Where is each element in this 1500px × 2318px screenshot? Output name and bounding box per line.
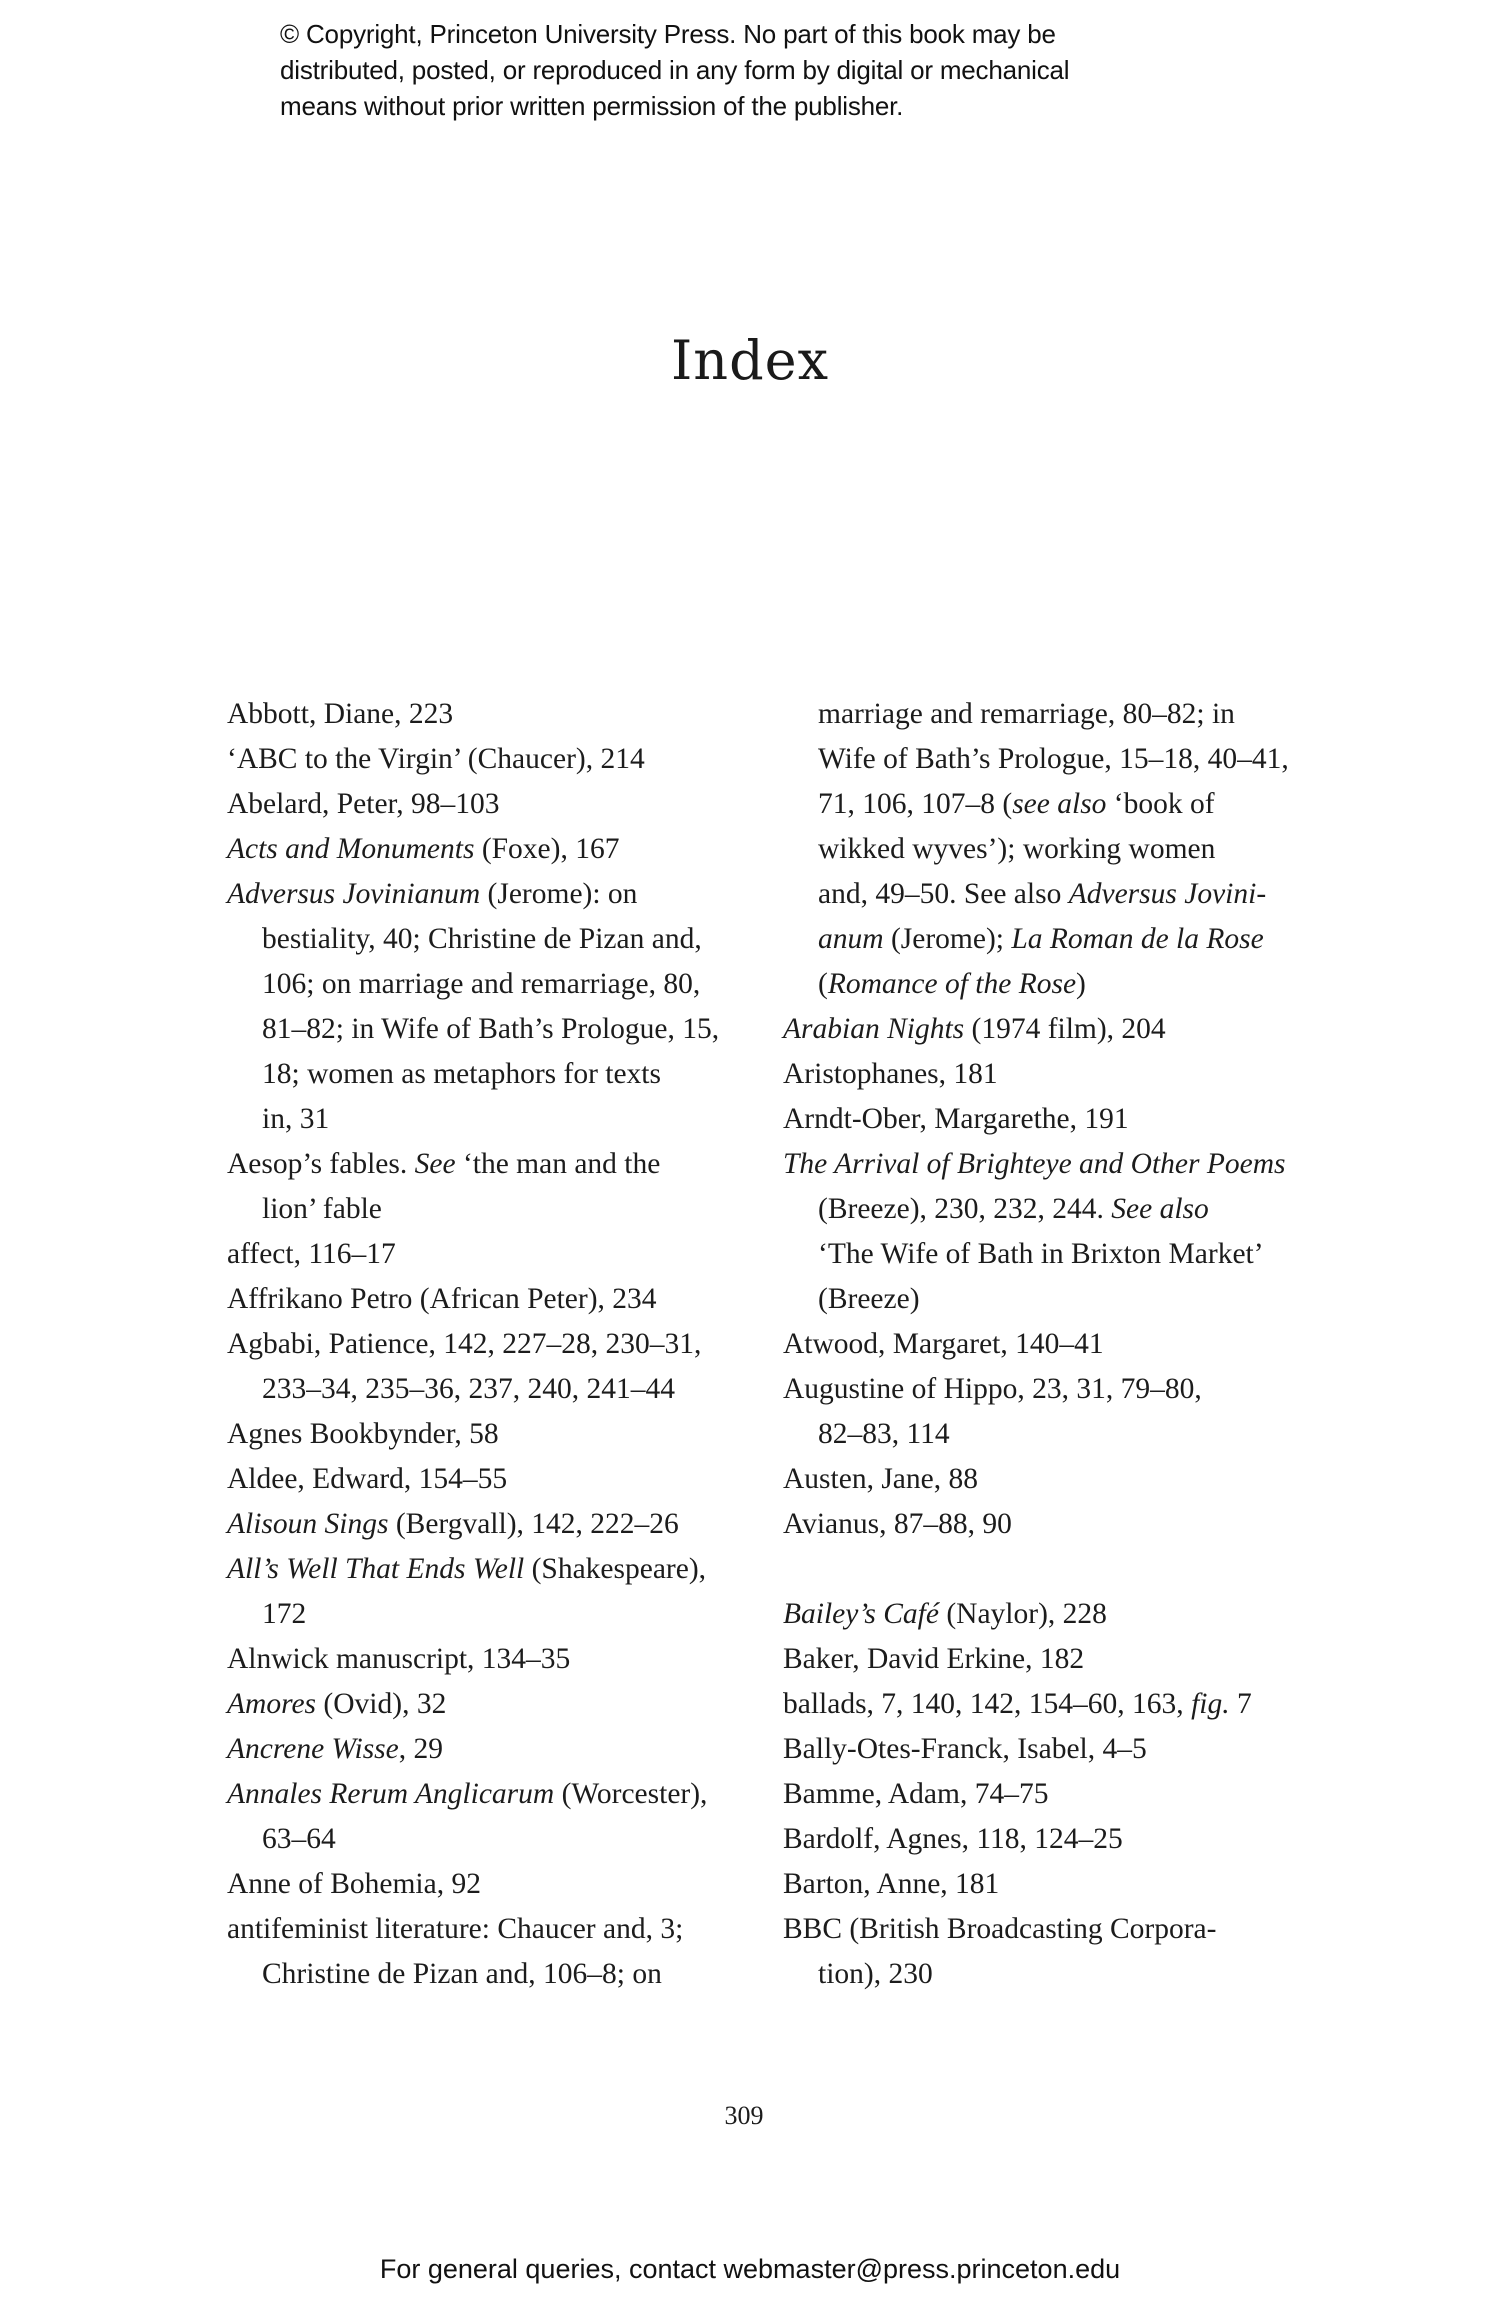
index-entry [783,1637,1303,1682]
copyright-notice [280,16,1240,124]
index-entry-text: bestiality, 40; Christine de Pizan and, [262,923,702,955]
index-entry-text: Alnwick manuscript, 134–35 [227,1643,571,1675]
index-entry-text: Bally-Otes-Franck, Isabel, 4–5 [783,1733,1147,1765]
index-entry-text: Agnes Bookbynder, 58 [227,1418,499,1450]
index-entry-text: BBC (British Broadcasting Corpora- [783,1913,1217,1945]
index-entry-title-text: Acts and Monuments [227,833,475,865]
index-entry-text: (Jerome): on [480,878,638,910]
index-entry-continuation [227,1817,747,1862]
index-entry-text: antifeminist literature: Chaucer and, 3; [227,1913,684,1945]
index-entry [227,1232,747,1277]
index-entry-continuation [227,1367,747,1412]
index-entry-text: Bamme, Adam, 74–75 [783,1778,1049,1810]
index-entry-continuation [227,1097,747,1142]
index-entry-text: Augustine of Hippo, 23, 31, 79–80, [783,1373,1202,1405]
index-entry-text: 81–82; in Wife of Bath’s Prologue, 15, [262,1013,720,1045]
index-entry-text: ‘ABC to the Virgin’ (Chaucer), 214 [227,743,645,775]
index-entry-title-text: fig. [1191,1688,1230,1720]
page-number: 309 [724,2101,764,2130]
index-entry-text: ) [1076,968,1086,1000]
index-entry [783,1907,1303,1952]
index-entry [783,1592,1303,1637]
index-entry-text: 63–64 [262,1823,336,1855]
index-entry-continuation [783,1277,1303,1322]
index-entry-title-text: Adversus Jovini- [1068,878,1267,910]
index-entry [783,1367,1303,1412]
index-entry-text: Aesop’s fables. [227,1148,415,1180]
index-entry-text: 7 [1229,1688,1252,1720]
index-entry-text: Abbott, Diane, 223 [227,698,454,730]
index-entry-title-text: Adversus Jovinianum [227,878,481,910]
index-entry [783,1502,1303,1547]
index-entry-continuation [227,1007,747,1052]
index-entry-text: 82–83, 114 [818,1418,950,1450]
index-entry-continuation [227,962,747,1007]
index-entry-text: lion’ fable [262,1193,382,1225]
index-entry [783,1007,1303,1052]
index-entry-text: (Worcester), [554,1778,708,1810]
index-entry-text: Anne of Bohemia, 92 [227,1868,481,1900]
index-entry-title-text: Amores [227,1688,317,1720]
index-entry [227,1412,747,1457]
index-entry-text: Christine de Pizan and, 106–8; on [262,1958,662,1990]
index-entry [227,1322,747,1367]
index-entry [783,1772,1303,1817]
index-entry [783,1727,1303,1772]
index-entry-title-text: Annales Rerum Anglicarum [227,1778,555,1810]
index-entry-continuation [227,917,747,962]
index-entry-text: 172 [262,1598,307,1630]
index-entry-continuation [783,1952,1303,1997]
index-entry-text: Bardolf, Agnes, 118, 124–25 [783,1823,1123,1855]
index-entry-text: (Breeze), 230, 232, 244. [818,1193,1112,1225]
index-entry-continuation [227,1052,747,1097]
index-entry-title-text: Bailey’s Café [783,1598,939,1630]
index-entry [227,1502,747,1547]
index-entry [783,1682,1303,1727]
index-entry [227,872,747,917]
index-entry [227,1727,747,1772]
index-entry-title-text: See also [1111,1193,1209,1225]
index-entry-text: 71, 106, 107–8 ( [818,788,1013,820]
index-entry-continuation [227,1187,747,1232]
index-entry [227,692,747,737]
index-entry [227,1907,747,1952]
index-entry-continuation [227,1592,747,1637]
index-entry [227,1862,747,1907]
index-entry-text: wikked wyves’); working women [818,833,1216,865]
index-entry [227,1547,747,1592]
copyright-line: distributed, posted, or reproduced in any form by digital or mechanical [280,55,1070,85]
index-entry [227,1142,747,1187]
index-entry-continuation [783,872,1303,917]
index-entry-title-text: Ancrene Wisse [227,1733,399,1765]
index-entry-text: (Ovid), 32 [316,1688,447,1720]
index-entry [783,1142,1303,1187]
index-entry-continuation [783,692,1303,737]
index-entry-text: ‘the man and the [455,1148,661,1180]
index-entry-continuation [783,782,1303,827]
index-entry-title-text: La Roman de la Rose [1011,923,1264,955]
index-entry-title-text: All’s Well That Ends Well [227,1553,525,1585]
index-column-left [227,692,747,1997]
index-entry [783,1322,1303,1367]
index-entry [227,782,747,827]
index-entry-continuation [783,962,1303,1007]
index-entry-text: in, 31 [262,1103,330,1135]
index-entry [783,1457,1303,1502]
index-entry-title-text: anum [818,923,884,955]
index-entry-text: Affrikano Petro (African Peter), 234 [227,1283,657,1315]
index-entry-text: (Shakespeare), [524,1553,707,1585]
index-entry-text: ‘The Wife of Bath in Brixton Market’ [818,1238,1264,1270]
index-entry-text: affect, 116–17 [227,1238,396,1270]
index-entry-text: 18; women as metaphors for texts [262,1058,661,1090]
index-entry-text: Arndt-Ober, Margarethe, 191 [783,1103,1129,1135]
contact-footer: For general queries, contact webmaster@press.princeton.edu [379,2254,1121,2284]
index-entry [227,737,747,782]
index-entry-text: Aristophanes, 181 [783,1058,998,1090]
index-entry-continuation [783,917,1303,962]
index-entry-text: Austen, Jane, 88 [783,1463,978,1495]
index-entry-title-text: Arabian Nights [783,1013,965,1045]
index-entry-text: (Naylor), 228 [938,1598,1107,1630]
index-entry-text: Aldee, Edward, 154–55 [227,1463,508,1495]
index-entry [227,1277,747,1322]
copyright-line: © Copyright, Princeton University Press. No part of this book may be [280,19,1056,49]
index-entry [783,1817,1303,1862]
index-entry-title-text: see also [1012,788,1107,820]
index-entry [227,827,747,872]
index-entry-continuation [783,1232,1303,1277]
index-entry [227,1682,747,1727]
index-column-right [783,692,1303,1997]
index-entry-text: (Jerome); [883,923,1012,955]
index-entry-text: ( [818,968,828,1000]
index-entry-continuation [783,737,1303,782]
index-entry-text: Avianus, 87–88, 90 [783,1508,1012,1540]
index-entry-text: Atwood, Margaret, 140–41 [783,1328,1104,1360]
index-entry-text: ballads, 7, 140, 142, 154–60, 163, [783,1688,1192,1720]
index-entry-text: 106; on marriage and remarriage, 80, [262,968,701,1000]
index-entry-text: Baker, David Erkine, 182 [783,1643,1085,1675]
index-entry-title-text: Romance of the Rose [827,968,1077,1000]
index-entry-text: (Bergvall), 142, 222–26 [388,1508,679,1540]
index-entry [783,1547,1303,1592]
index-entry-text: (1974 film), 204 [964,1013,1166,1045]
index-entry-continuation [227,1952,747,1997]
index-entry-text: ‘book of [1106,788,1215,820]
index-entry-text: (Breeze) [818,1283,920,1315]
page-title: Index [670,329,830,392]
index-entry [783,1052,1303,1097]
index-entry [227,1772,747,1817]
index-entry-continuation [783,1187,1303,1232]
index-entry-title-text: Alisoun Sings [227,1508,389,1540]
index-entry-text: (Foxe), 167 [474,833,620,865]
index-entry [783,1862,1303,1907]
index-entry-text: Barton, Anne, 181 [783,1868,1000,1900]
index-entry-continuation [783,827,1303,872]
index-entry-title-text: See [414,1148,456,1180]
index-entry-text: tion), 230 [818,1958,933,1990]
index-entry-text: marriage and remarriage, 80–82; in [818,698,1235,730]
index-entry [227,1457,747,1502]
index-entry-title-text: The Arrival of Brighteye and Other Poems [783,1148,1286,1180]
index-entry-text: 233–34, 235–36, 237, 240, 241–44 [262,1373,675,1405]
index-entry-text: Abelard, Peter, 98–103 [227,788,500,820]
index-entry-text: , 29 [398,1733,444,1765]
copyright-line: means without prior written permission of the publisher. [280,91,904,121]
index-entry-text: Wife of Bath’s Prologue, 15–18, 40–41, [818,743,1289,775]
index-entry-text: Agbabi, Patience, 142, 227–28, 230–31, [227,1328,702,1360]
index-entry [783,1097,1303,1142]
index-entry [227,1637,747,1682]
index-entry-continuation [783,1412,1303,1457]
index-entry-text: and, 49–50. See also [818,878,1069,910]
